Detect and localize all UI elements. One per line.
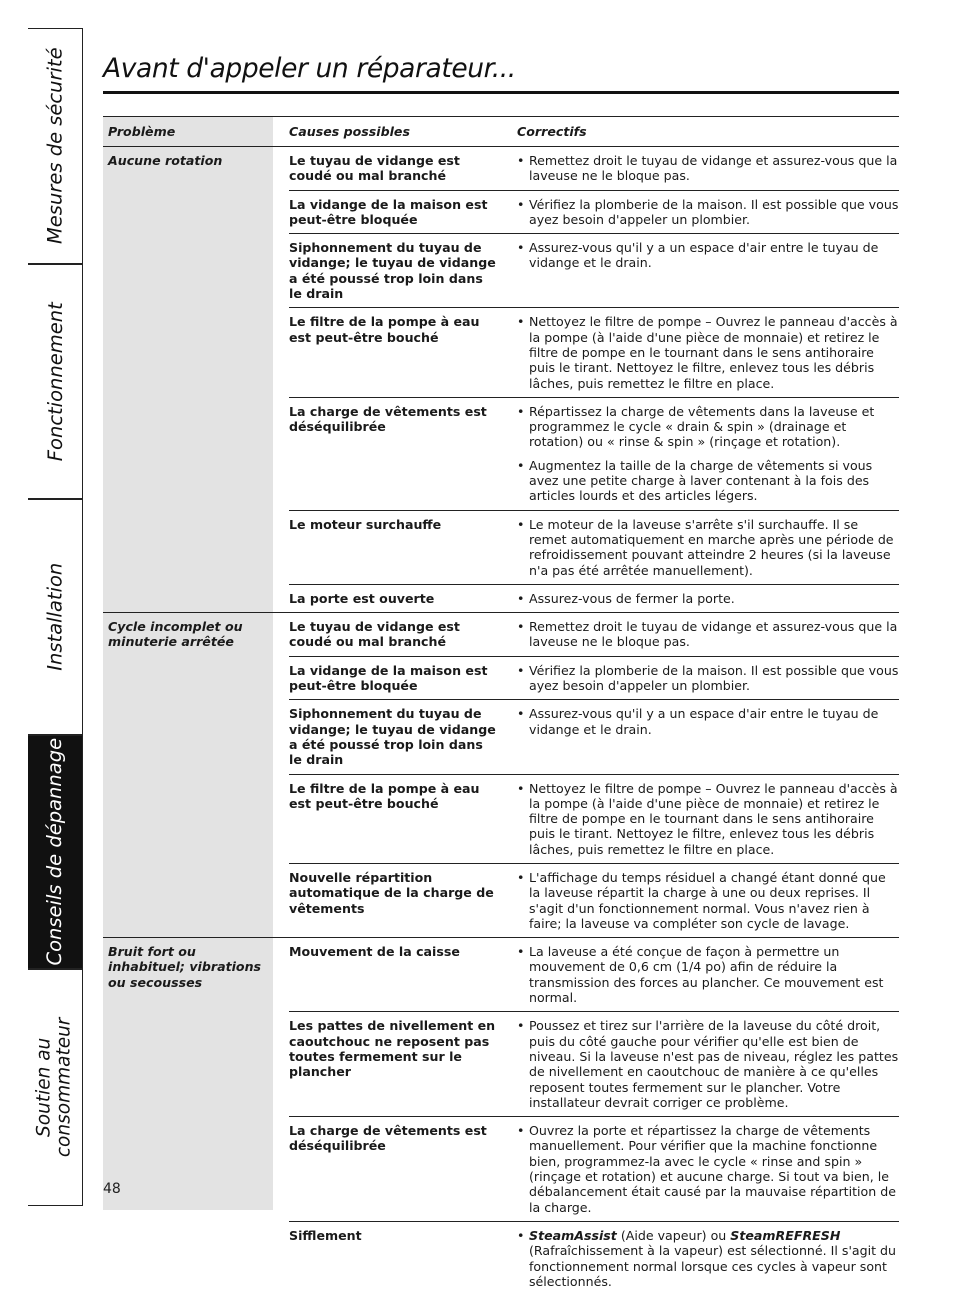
tab-label-line: Soutien au <box>33 1037 55 1138</box>
table-row <box>289 775 899 864</box>
fix-list <box>501 870 899 931</box>
tab-label <box>44 738 65 966</box>
fix-list <box>501 404 899 504</box>
tab-label-line: Fonctionnement <box>43 302 67 461</box>
fix-list <box>501 944 899 1005</box>
fix-item: • Le moteur de la laveuse s'arrête s'il surchauffe. Il se remet automatiquement en marche après une période de refroidissement pouvant atteindre 2 heures (si la laveuse n'a pas été arrêtée manuellement). <box>517 517 899 578</box>
fix-list <box>501 1228 899 1289</box>
possible-cause: La vidange de la maison est peut-être bloquée <box>289 196 488 227</box>
table-row <box>289 308 899 397</box>
tab-2[interactable] <box>28 264 83 499</box>
possible-cause: Nouvelle répartition automatique de la charge de vêtements <box>289 869 494 916</box>
table-row <box>289 613 899 657</box>
table-row <box>289 1222 899 1295</box>
table-row <box>289 191 899 235</box>
header-problem: Problème <box>108 123 176 139</box>
troubleshooting-table <box>103 116 899 1295</box>
fix-list <box>501 591 899 606</box>
fix-item: • Répartissez la charge de vêtements dans la laveuse et programmez le cycle « drain & spin » (drainage et rotation) ou « rinse & spin » (rinçage et rotation). <box>517 404 899 450</box>
fix-text: (Rafraîchissement à la vapeur) est sélectionné. Il s'agit du fonctionnement normal lorsque ces cycles à vapeur sont sélectionnés. <box>529 1243 897 1289</box>
tab-label-line: Mesures de sécurité <box>43 47 67 245</box>
tab-label <box>35 1018 76 1158</box>
possible-cause: Les pattes de nivellement en caoutchouc ne reposent pas toutes fermement sur le plancher <box>289 1018 496 1080</box>
fix-list <box>501 240 899 301</box>
table-row <box>289 234 899 308</box>
fix-item: • Nettoyez le filtre de pompe – Ouvrez le panneau d'accès à la pompe (à l'aide d'une pièce de monnaie) et retirez le filtre de pompe en le tournant dans le sens antihoraire puis le tirant. Nettoyez le filtre, enlevez tous les débris lâches, puis remettez le filtre en place. <box>517 781 899 857</box>
tab-1[interactable] <box>28 28 83 264</box>
possible-cause: Le filtre de la pompe à eau est peut-être bouché <box>289 780 480 811</box>
fix-item: • Assurez-vous de fermer la porte. <box>517 591 899 606</box>
fix-item: • Nettoyez le filtre de pompe – Ouvrez le panneau d'accès à la pompe (à l'aide d'une pièce de monnaie) et retirez le filtre de pompe en le tournant dans le sens antihoraire puis le tirant. Nettoyez le filtre, enlevez tous les débris lâches, puis remettez le filtre en place. <box>517 314 899 390</box>
fix-item: • Augmentez la taille de la charge de vêtements si vous avez une petite charge à laver contenant à la fois des articles lourds et des articles légers. <box>517 458 899 504</box>
problem-group <box>103 938 899 1295</box>
cause-rows <box>289 147 899 612</box>
tab-5[interactable] <box>28 969 83 1206</box>
table-row <box>289 938 899 1012</box>
table-row <box>289 1117 899 1222</box>
fix-list <box>501 314 899 390</box>
tab-4[interactable] <box>28 735 83 969</box>
problem-label: Cycle incomplet ou minuterie arrêtée <box>108 619 243 650</box>
fix-item: • Poussez et tirez sur l'arrière de la laveuse du côté droit, puis du côté gauche pour vérifier qu'elle est bien de niveau. Si la laveuse n'est pas de niveau, réglez les pattes de nivellement en caoutchouc de manière à ce qu'elles reposent toutes fermement sur le plancher. Votre installateur devrait corriger ce problème. <box>517 1018 899 1110</box>
fix-item: • Remettez droit le tuyau de vidange et assurez-vous que la laveuse ne le bloque pas. <box>517 619 899 650</box>
brand-name: SteamREFRESH <box>730 1227 841 1243</box>
tab-label-line: Installation <box>43 562 67 672</box>
tab-label <box>44 48 65 245</box>
table-row <box>289 511 899 585</box>
fix-list <box>501 197 899 228</box>
possible-cause: La charge de vêtements est déséquilibrée <box>289 403 487 435</box>
page-number: 48 <box>103 1181 121 1197</box>
fix-item: • Remettez droit le tuyau de vidange et assurez-vous que la laveuse ne le bloque pas. <box>517 153 899 184</box>
brand-name: SteamAssist <box>529 1227 617 1243</box>
fix-item: • Ouvrez la porte et répartissez la charge de vêtements manuellement. Pour vérifier que la machine fonctionne bien, programmez-la avec le cycle « rinse and spin » (rinçage et rotation) et aucune charge. Si tout va bien, le débalancement était causé par la mauvaise répartition de la charge. <box>517 1123 899 1215</box>
table-body <box>103 147 899 1295</box>
fix-item: • Assurez-vous qu'il y a un espace d'air entre le tuyau de vidange et le drain. <box>517 706 899 737</box>
possible-cause: La vidange de la maison est peut-être bloquée <box>289 662 488 694</box>
problem-group <box>103 147 899 613</box>
tab-label-line: consommateur <box>54 1017 75 1158</box>
possible-cause: Le tuyau de vidange est coudé ou mal branché <box>289 619 460 650</box>
header-fixes: Correctifs <box>517 123 587 139</box>
possible-cause: Siphonnement du tuyau de vidange; le tuyau de vidange a été poussé trop loin dans le drain <box>289 240 496 302</box>
fix-item <box>517 1228 899 1289</box>
possible-cause: Sifflement <box>289 1227 362 1243</box>
tab-label <box>44 563 65 671</box>
fix-list <box>501 706 899 767</box>
problem-label: Bruit fort ou inhabituel; vibrations ou secousses <box>108 944 262 990</box>
tab-label <box>44 302 65 461</box>
fix-text: (Aide vapeur) ou <box>616 1227 731 1243</box>
tab-3[interactable] <box>28 499 83 735</box>
possible-cause: Mouvement de la caisse <box>289 944 460 960</box>
possible-cause: Le tuyau de vidange est coudé ou mal branché <box>289 153 460 184</box>
page-title: Avant d'appeler un réparateur... <box>103 53 516 84</box>
possible-cause: La porte est ouverte <box>289 590 435 606</box>
fix-list <box>501 619 899 650</box>
problem-label: Aucune rotation <box>108 153 223 168</box>
fix-list <box>501 153 899 184</box>
possible-cause: Le filtre de la pompe à eau est peut-être bouché <box>289 314 480 345</box>
fix-item: • Vérifiez la plomberie de la maison. Il est possible que vous ayez besoin d'appeler un plombier. <box>517 663 899 694</box>
possible-cause: La charge de vêtements est déséquilibrée <box>289 1123 487 1154</box>
fix-list <box>501 1018 899 1110</box>
table-row <box>289 147 899 191</box>
possible-cause: Le moteur surchauffe <box>289 516 442 532</box>
table-row <box>289 700 899 774</box>
section-tabs <box>28 28 83 1206</box>
table-row <box>289 1012 899 1117</box>
fix-item: • La laveuse a été conçue de façon à permettre un mouvement de 0,6 cm (1/4 po) afin de réduire la transmission des forces au plancher. Ce mouvement est normal. <box>517 944 899 1005</box>
table-row <box>289 657 899 701</box>
header-causes: Causes possibles <box>289 123 410 139</box>
fix-item: • L'affichage du temps résiduel a changé étant donné que la laveuse répartit la charge à une ou deux reprises. Il s'agit d'un fonctionnement normal. Vous n'avez rien à faire; la laveuse va compléter son cycle de lavage. <box>517 870 899 931</box>
fix-list <box>501 517 899 578</box>
table-row <box>289 864 899 937</box>
tab-label-line: Conseils de dépannage <box>43 738 67 966</box>
title-rule <box>103 91 899 94</box>
possible-cause: Siphonnement du tuyau de vidange; le tuyau de vidange a été poussé trop loin dans le drain <box>289 706 496 768</box>
cause-rows <box>289 938 899 1295</box>
fix-list <box>501 663 899 694</box>
fix-list <box>501 781 899 857</box>
fix-item: • Vérifiez la plomberie de la maison. Il est possible que vous ayez besoin d'appeler un plombier. <box>517 197 899 228</box>
cause-rows <box>289 613 899 937</box>
fix-item: • Assurez-vous qu'il y a un espace d'air entre le tuyau de vidange et le drain. <box>517 240 899 271</box>
fix-list <box>501 1123 899 1215</box>
problem-group <box>103 613 899 938</box>
table-row <box>289 585 899 612</box>
table-row <box>289 398 899 511</box>
table-header <box>103 116 899 147</box>
